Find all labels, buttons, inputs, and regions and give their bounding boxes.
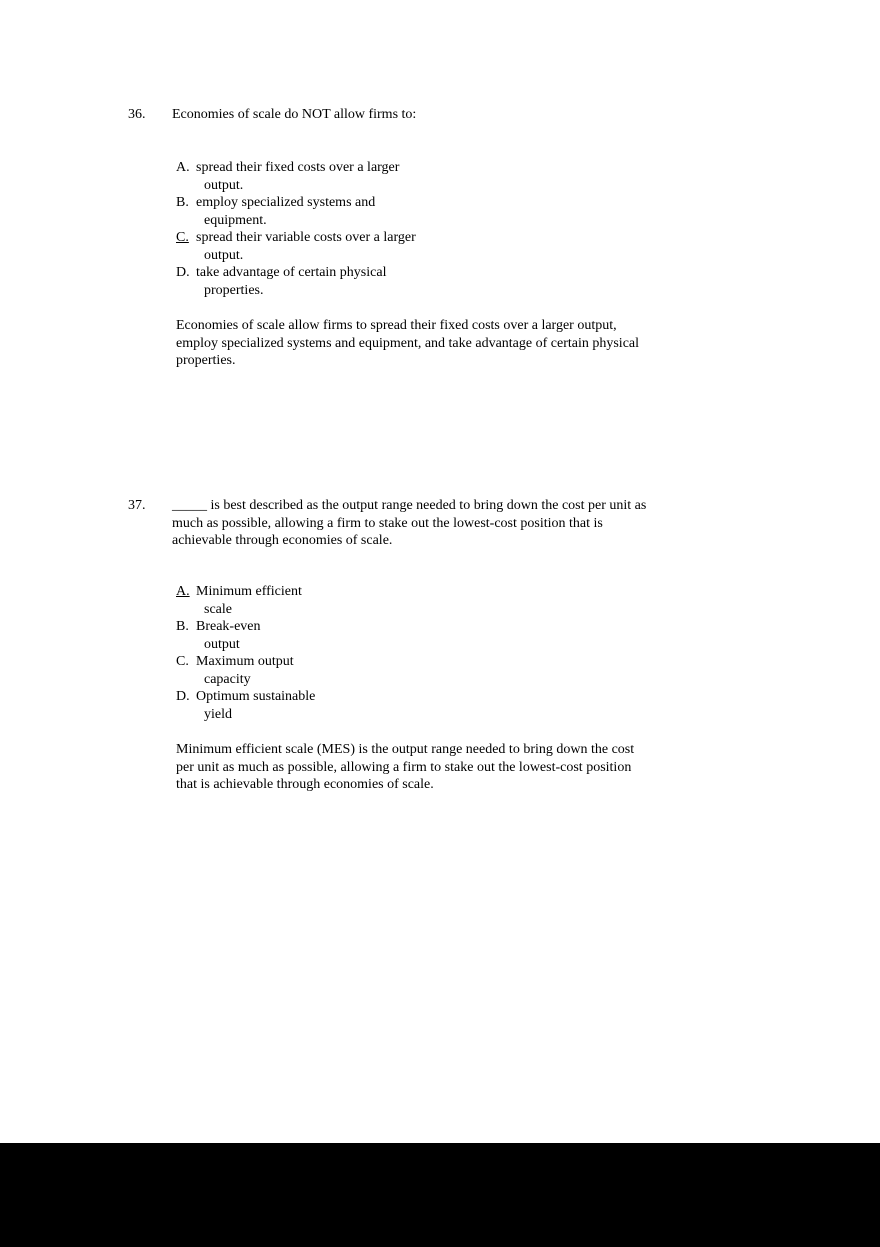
option-label: A. [176, 584, 190, 599]
option-continuation: output. [204, 177, 244, 193]
question-36-number: 36. [128, 107, 146, 122]
option-continuation: properties. [204, 282, 264, 298]
question-37 [128, 497, 748, 550]
option-label: D. [176, 265, 190, 280]
option-row-d [176, 688, 476, 723]
question-36 [128, 106, 748, 124]
option-text: Break-even [196, 619, 261, 634]
option-row-c [176, 653, 476, 688]
option-continuation: output. [204, 247, 244, 263]
option-label: C. [176, 654, 189, 669]
option-label: C. [176, 230, 189, 245]
option-label: B. [176, 619, 189, 634]
option-row-d [176, 264, 476, 299]
option-text: Optimum sustainable [196, 689, 316, 704]
option-continuation: output [204, 636, 240, 652]
option-label: A. [176, 160, 190, 175]
option-text: Maximum output [196, 654, 294, 669]
option-text: employ specialized systems and [196, 195, 376, 210]
option-continuation: capacity [204, 671, 251, 687]
question-36-text: Economies of scale do NOT allow firms to: [172, 107, 417, 122]
option-text: take advantage of certain physical [196, 265, 387, 280]
bottom-black-bar [0, 1143, 880, 1247]
question-37-number: 37. [128, 498, 146, 513]
option-label: D. [176, 689, 190, 704]
option-row-b [176, 618, 476, 653]
question-37-options [176, 583, 476, 723]
question-37-explanation: Minimum efficient scale (MES) is the output range needed to bring down the cost per unit as much as possible, allowing a firm to stake out the lowest-cost position that is achievable through economies of scale. [176, 742, 635, 792]
question-36-explanation: Economies of scale allow firms to spread their fixed costs over a larger output, employ specialized systems and equipment, and take advantage of certain physical properties. [176, 318, 640, 368]
option-text: Minimum efficient [196, 584, 302, 599]
option-text: spread their variable costs over a larger [196, 230, 416, 245]
option-continuation: yield [204, 706, 232, 722]
option-row-a [176, 159, 476, 194]
option-row-b [176, 194, 476, 229]
question-36-options [176, 159, 476, 299]
option-continuation: scale [204, 601, 232, 617]
option-text: spread their fixed costs over a larger [196, 160, 400, 175]
option-label: B. [176, 195, 189, 210]
question-37-text: _____ is best described as the output range needed to bring down the cost per unit as much as possible, allowing a firm to stake out the lowest-cost position that is achievable through economies of scale. [172, 498, 647, 548]
option-row-a [176, 583, 476, 618]
option-row-c [176, 229, 476, 264]
option-continuation: equipment. [204, 212, 267, 228]
